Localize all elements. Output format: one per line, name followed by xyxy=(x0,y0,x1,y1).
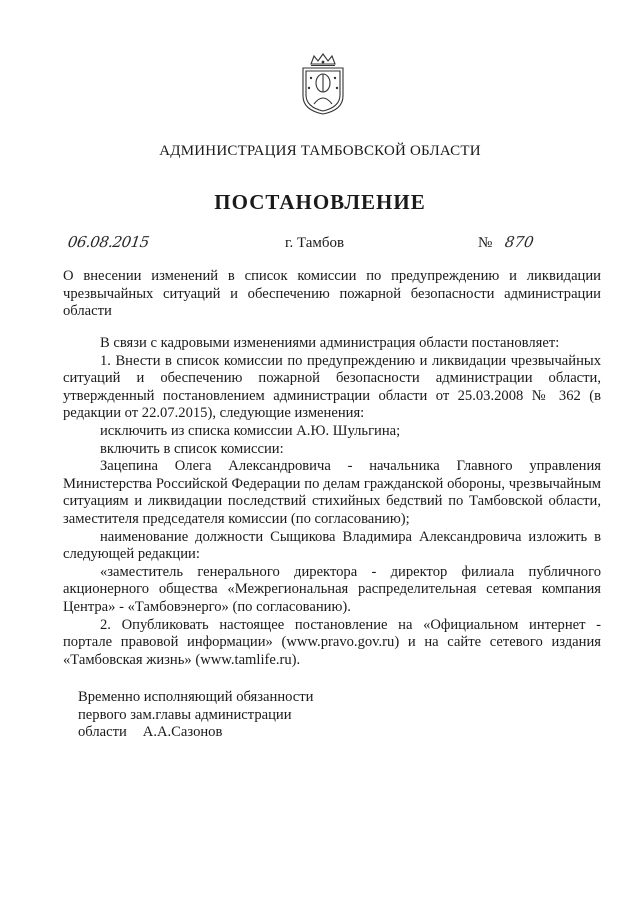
document-number: 870 xyxy=(503,233,535,251)
signatory-title-line2: первого зам.главы администрации xyxy=(78,706,292,723)
document-type-title: ПОСТАНОВЛЕНИЕ xyxy=(214,190,426,214)
body-paragraph: наименование должности Сыщикова Владимира Александровича изложить в следующей редакции: xyxy=(63,528,601,563)
document-body xyxy=(63,335,601,669)
body-paragraph: «заместитель генерального директора - директор филиала публичного акционерного общества «Межрегиональная распределительная сетевая компания Центра» - «Тамбовэнерго» (по согласованию). xyxy=(63,563,601,615)
signatory-region: области xyxy=(78,724,127,741)
signature-block xyxy=(78,689,398,742)
body-paragraph: В связи с кадровыми изменениями администрация области постановляет: xyxy=(100,335,560,351)
signatory-title-line3 xyxy=(78,724,398,742)
document-city: г. Тамбов xyxy=(285,235,345,251)
number-sign: № xyxy=(478,235,493,251)
body-paragraph: включить в список комиссии: xyxy=(100,440,284,457)
document-subject: О внесении изменений в список комиссии по предупреждению и ликвидации чрезвычайных ситуаций и обеспечению пожарной безопасности администрации области xyxy=(63,268,601,319)
signatory-title-line1: Временно исполняющий обязанности xyxy=(78,689,314,705)
body-paragraph: 2. Опубликовать настоящее постановление на «Официальном интернет - портале правовой информации» (www.pravo.gov.ru) и на сайте сетевого издания «Тамбовская жизнь» (www.tamlife.ru). xyxy=(63,616,601,668)
body-paragraph: 1. Внести в список комиссии по предупреждению и ликвидации чрезвычайных ситуаций и обеспечению пожарной безопасности администрации области, утвержденный постановлением администрации области от 25.03.2008 № 362 (в редакции от 22.07.2015), следующие изменения: xyxy=(63,352,601,422)
organization-title: АДМИНИСТРАЦИЯ ТАМБОВСКОЙ ОБЛАСТИ xyxy=(159,143,481,159)
signatory-name: А.А.Сазонов xyxy=(142,724,223,741)
body-paragraph: исключить из списка комиссии А.Ю. Шульгина; xyxy=(100,422,401,439)
document-date: 06.08.2015 xyxy=(66,233,151,251)
coat-of-arms-icon xyxy=(298,52,348,116)
body-paragraph: Зацепина Олега Александровича - начальника Главного управления Министерства Российской Федерации по делам гражданской обороны, чрезвычайным ситуациям и ликвидации последствий стихийных бедствий по Тамбовской области, заместителя председателя комиссии (по согласованию); xyxy=(63,458,601,527)
